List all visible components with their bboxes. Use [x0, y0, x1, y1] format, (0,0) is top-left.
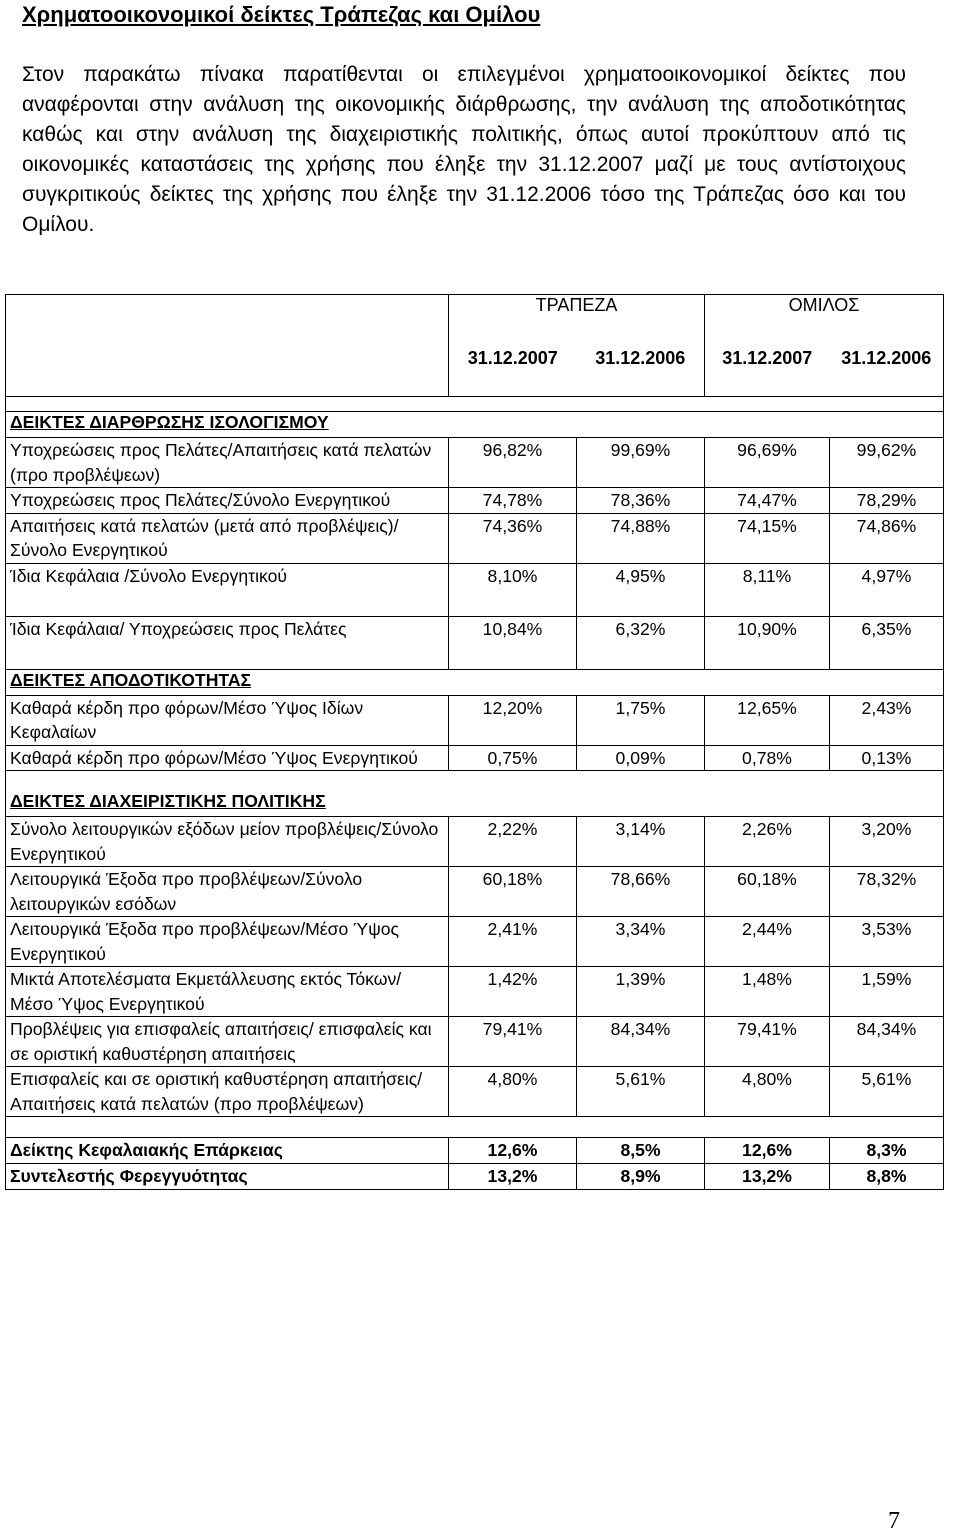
value-cell: 74,78%	[449, 488, 577, 514]
spacer-row	[6, 397, 944, 412]
spacer-row	[6, 1117, 944, 1138]
value-cell: 60,18%	[449, 867, 577, 917]
row-label: Καθαρά κέρδη προ φόρων/Μέσο Ύψος Ενεργητικού	[6, 745, 449, 771]
value-cell: 74,36%	[449, 513, 577, 563]
row-label: Μικτά Αποτελέσματα Εκμετάλλευσης εκτός Τόκων/Μέσο Ύψος Ενεργητικού	[6, 967, 449, 1017]
value-cell: 78,66%	[577, 867, 705, 917]
header-date-bank-2007: 31.12.2007	[449, 348, 577, 397]
table-row	[6, 438, 944, 488]
value-cell: 2,44%	[705, 917, 830, 967]
table-row	[6, 917, 944, 967]
value-cell: 84,34%	[830, 1017, 944, 1067]
value-cell: 6,35%	[830, 616, 944, 669]
value-cell: 74,15%	[705, 513, 830, 563]
value-cell: 78,32%	[830, 867, 944, 917]
table-row-summary	[6, 1138, 944, 1164]
value-cell: 13,2%	[705, 1164, 830, 1190]
header-date-bank-2006: 31.12.2006	[577, 348, 705, 397]
value-cell: 4,95%	[577, 563, 705, 616]
section-heading-row	[6, 412, 944, 438]
table-row	[6, 1067, 944, 1117]
page-title: Χρηματοοικονομικοί δείκτες Τράπεζας και Ομίλου	[22, 2, 541, 27]
header-dates-row	[6, 348, 944, 397]
header-group: ΟΜΙΛΟΣ	[705, 295, 944, 349]
table-row	[6, 967, 944, 1017]
spacer-row	[6, 771, 944, 792]
value-cell: 1,39%	[577, 967, 705, 1017]
row-label: Λειτουργικά Έξοδα προ προβλέψεων/Μέσο Ύψος Ενεργητικού	[6, 917, 449, 967]
value-cell: 5,61%	[830, 1067, 944, 1117]
header-blank-cell	[6, 348, 449, 397]
ratios-table	[5, 294, 944, 1190]
section-heading: ΔΕΙΚΤΕΣ ΔΙΑΡΘΡΩΣΗΣ ΙΣΟΛΟΓΙΣΜΟΥ	[10, 412, 329, 432]
header-groups-row	[6, 295, 944, 349]
row-label: Καθαρά κέρδη προ φόρων/Μέσο Ύψος Ιδίων Κεφαλαίων	[6, 695, 449, 745]
table-row	[6, 1017, 944, 1067]
value-cell: 10,84%	[449, 616, 577, 669]
value-cell: 12,6%	[449, 1138, 577, 1164]
row-label: Απαιτήσεις κατά πελατών (μετά από προβλέψεις)/Σύνολο Ενεργητικού	[6, 513, 449, 563]
value-cell: 13,2%	[449, 1164, 577, 1190]
value-cell: 2,22%	[449, 817, 577, 867]
value-cell: 10,90%	[705, 616, 830, 669]
row-label: Λειτουργικά Έξοδα προ προβλέψεων/Σύνολο λειτουργικών εσόδων	[6, 867, 449, 917]
value-cell: 4,80%	[705, 1067, 830, 1117]
page-number: 7	[888, 1508, 900, 1534]
value-cell: 79,41%	[449, 1017, 577, 1067]
value-cell: 1,75%	[577, 695, 705, 745]
value-cell: 12,20%	[449, 695, 577, 745]
value-cell: 96,69%	[705, 438, 830, 488]
value-cell: 8,9%	[577, 1164, 705, 1190]
value-cell: 74,88%	[577, 513, 705, 563]
row-label: Σύνολο λειτουργικών εξόδων μείον προβλέψεις/Σύνολο Ενεργητικού	[6, 817, 449, 867]
row-label: Ίδια Κεφάλαια/ Υποχρεώσεις προς Πελάτες	[6, 616, 449, 669]
value-cell: 5,61%	[577, 1067, 705, 1117]
table-row	[6, 513, 944, 563]
value-cell: 12,6%	[705, 1138, 830, 1164]
value-cell: 1,48%	[705, 967, 830, 1017]
value-cell: 2,26%	[705, 817, 830, 867]
section-heading: ΔΕΙΚΤΕΣ ΑΠΟΔΟΤΙΚΟΤΗΤΑΣ	[10, 669, 252, 690]
value-cell: 78,29%	[830, 488, 944, 514]
intro-paragraph: Στον παρακάτω πίνακα παρατίθενται οι επιλεγμένοι χρηματοοικονομικοί δείκτες που αναφέρονται στην ανάλυση της οικονομικής διάρθρωσης, την ανάλυση της αποδοτικότητας καθώς και στην ανάλυση της διαχειριστικής πολιτικής, όπως αυτοί προκύπτουν από τις οικονομικές καταστάσεις της χρήσης που έληξε την 31.12.2007 μαζί με τους αντίστοιχους συγκριτικούς δείκτες της χρήσης που έληξε την 31.12.2006 τόσο της Τράπεζας όσο και του Ομίλου.	[22, 63, 906, 236]
table-row	[6, 745, 944, 771]
value-cell: 0,13%	[830, 745, 944, 771]
value-cell: 8,11%	[705, 563, 830, 616]
table-row	[6, 563, 944, 616]
row-label: Υποχρεώσεις προς Πελάτες/Απαιτήσεις κατά πελατών (προ προβλέψεων)	[6, 438, 449, 488]
value-cell: 0,75%	[449, 745, 577, 771]
value-cell: 3,34%	[577, 917, 705, 967]
value-cell: 4,80%	[449, 1067, 577, 1117]
value-cell: 8,3%	[830, 1138, 944, 1164]
value-cell: 12,65%	[705, 695, 830, 745]
value-cell: 84,34%	[577, 1017, 705, 1067]
row-label: Δείκτης Κεφαλαιακής Επάρκειας	[6, 1138, 449, 1164]
table-row	[6, 867, 944, 917]
value-cell: 74,86%	[830, 513, 944, 563]
section-heading-row	[6, 669, 944, 695]
value-cell: 96,82%	[449, 438, 577, 488]
value-cell: 2,43%	[830, 695, 944, 745]
section-heading: ΔΕΙΚΤΕΣ ΔΙΑΧΕΙΡΙΣΤΙΚΗΣ ΠΟΛΙΤΙΚΗΣ	[10, 791, 326, 811]
row-label: Προβλέψεις για επισφαλείς απαιτήσεις/ επισφαλείς και σε οριστική καθυστέρηση απαιτήσεις	[6, 1017, 449, 1067]
value-cell: 99,62%	[830, 438, 944, 488]
value-cell: 78,36%	[577, 488, 705, 514]
value-cell: 60,18%	[705, 867, 830, 917]
value-cell: 4,97%	[830, 563, 944, 616]
value-cell: 1,59%	[830, 967, 944, 1017]
row-label: Υποχρεώσεις προς Πελάτες/Σύνολο Ενεργητικού	[6, 488, 449, 514]
row-label: Επισφαλείς και σε οριστική καθυστέρηση απαιτήσεις/ Απαιτήσεις κατά πελατών (προ προβλέψεων)	[6, 1067, 449, 1117]
value-cell: 8,10%	[449, 563, 577, 616]
table-row-summary	[6, 1164, 944, 1190]
value-cell: 8,5%	[577, 1138, 705, 1164]
value-cell: 6,32%	[577, 616, 705, 669]
value-cell: 99,69%	[577, 438, 705, 488]
section-heading-row	[6, 791, 944, 817]
value-cell: 0,78%	[705, 745, 830, 771]
table-row	[6, 817, 944, 867]
value-cell: 8,8%	[830, 1164, 944, 1190]
value-cell: 79,41%	[705, 1017, 830, 1067]
value-cell: 3,53%	[830, 917, 944, 967]
header-blank-cell	[6, 295, 449, 349]
header-bank: ΤΡΑΠΕΖΑ	[449, 295, 705, 349]
value-cell: 0,09%	[577, 745, 705, 771]
table-row	[6, 695, 944, 745]
header-date-group-2006: 31.12.2006	[830, 348, 944, 397]
table-row	[6, 488, 944, 514]
value-cell: 1,42%	[449, 967, 577, 1017]
table-row	[6, 616, 944, 669]
value-cell: 74,47%	[705, 488, 830, 514]
header-date-group-2007: 31.12.2007	[705, 348, 830, 397]
row-label: Ίδια Κεφάλαια /Σύνολο Ενεργητικού	[6, 563, 449, 616]
value-cell: 3,14%	[577, 817, 705, 867]
value-cell: 3,20%	[830, 817, 944, 867]
row-label: Συντελεστής Φερεγγυότητας	[6, 1164, 449, 1190]
value-cell: 2,41%	[449, 917, 577, 967]
